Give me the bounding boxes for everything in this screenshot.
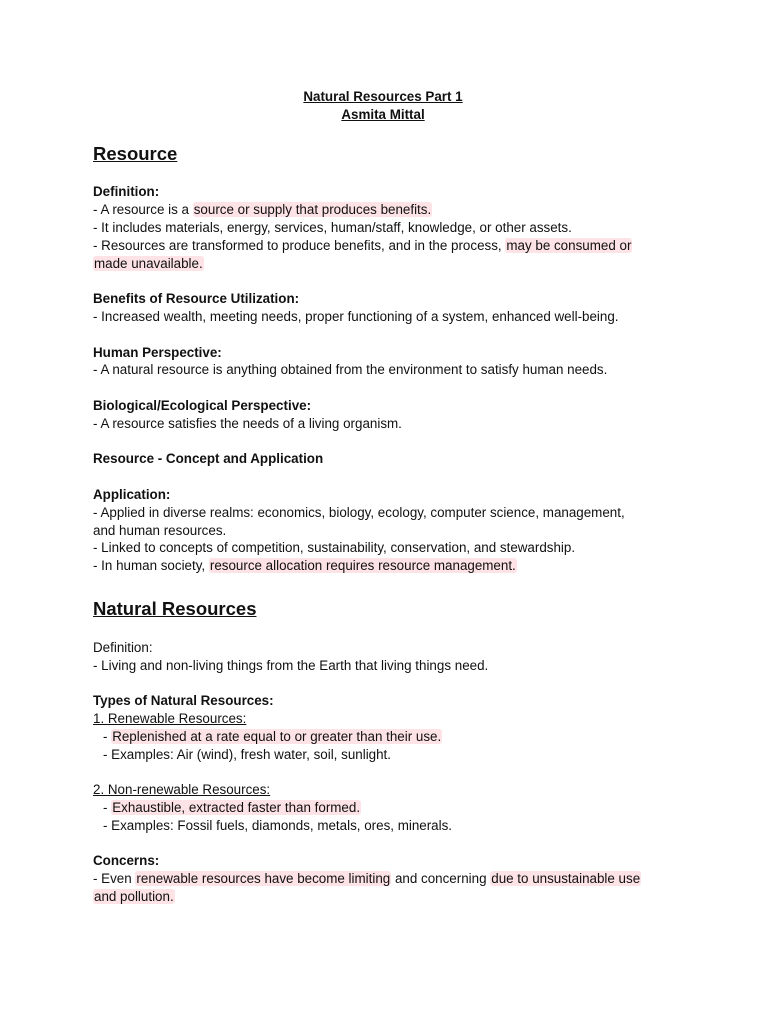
- text-run: - Resources are transformed to produce benefits, and in the process,: [93, 237, 506, 253]
- section-heading-natural-resources: Natural Resources: [93, 597, 257, 619]
- biological-perspective-text: - A resource satisfies the needs of a living organism.: [93, 415, 402, 431]
- text-run: and concerning: [391, 871, 491, 887]
- document-body: [93, 88, 673, 906]
- application-label: Application:: [93, 486, 171, 502]
- highlighted-text: Replenished at a rate equal to or greater than their use.: [112, 728, 442, 744]
- highlighted-text: made unavailable.: [94, 255, 203, 271]
- concerns-line-1: [93, 870, 673, 888]
- human-perspective-text: - A natural resource is anything obtained from the environment to satisfy human needs.: [93, 362, 608, 378]
- nonrenewable-definition: [93, 799, 673, 817]
- nonrenewable-examples: - Examples: Fossil fuels, diamonds, metals, ores, minerals.: [103, 817, 453, 833]
- benefits-text: - Increased wealth, meeting needs, proper functioning of a system, enhanced well-being.: [93, 308, 619, 324]
- resource-definition-line-3-cont: [93, 255, 673, 273]
- application-line-3: [93, 557, 673, 575]
- resource-definition-line-2: - It includes materials, energy, services, human/staff, knowledge, or other assets.: [93, 219, 572, 235]
- natural-definition-text: - Living and non-living things from the Earth that living things need.: [93, 657, 489, 673]
- concerns-line-2: [93, 888, 673, 906]
- renewable-definition: [93, 728, 673, 746]
- biological-perspective-label: Biological/Ecological Perspective:: [93, 397, 312, 413]
- resource-definition-line-1: [93, 201, 673, 219]
- nonrenewable-label: 2. Non-renewable Resources:: [93, 782, 271, 798]
- renewable-examples: - Examples: Air (wind), fresh water, soil, sunlight.: [103, 746, 392, 762]
- text-run: - In human society,: [93, 558, 209, 574]
- text-run: -: [103, 799, 112, 815]
- text-run: -: [103, 728, 112, 744]
- text-run: - A resource is a: [93, 202, 193, 218]
- renewable-label: 1. Renewable Resources:: [93, 710, 247, 726]
- application-line-1-cont: and human resources.: [93, 522, 227, 538]
- resource-definition-line-3: [93, 237, 673, 255]
- highlighted-text: due to unsustainable use: [491, 871, 641, 887]
- document-title: Natural Resources Part 1: [303, 89, 463, 104]
- highlighted-text: may be consumed or: [506, 237, 632, 253]
- text-run: - Even: [93, 871, 136, 887]
- human-perspective-label: Human Perspective:: [93, 344, 222, 360]
- benefits-label: Benefits of Resource Utilization:: [93, 291, 300, 307]
- application-line-1: - Applied in diverse realms: economics, biology, ecology, computer science, management,: [93, 504, 625, 520]
- highlighted-text: resource allocation requires resource management.: [209, 558, 516, 574]
- concept-application-label: Resource - Concept and Application: [93, 451, 324, 467]
- natural-definition-label: Definition:: [93, 639, 153, 655]
- application-line-2: - Linked to concepts of competition, sustainability, conservation, and stewardship.: [93, 540, 576, 556]
- highlighted-text: and pollution.: [94, 888, 174, 904]
- highlighted-text: Exhaustible, extracted faster than formed.: [112, 799, 361, 815]
- types-label: Types of Natural Resources:: [93, 693, 274, 709]
- resource-definition-label: Definition:: [93, 184, 160, 200]
- document-author: Asmita Mittal: [341, 106, 425, 122]
- section-heading-resource: Resource: [93, 142, 178, 164]
- highlighted-text: renewable resources have become limiting: [136, 871, 391, 887]
- concerns-label: Concerns:: [93, 853, 160, 869]
- highlighted-text: source or supply that produces benefits.: [193, 202, 432, 218]
